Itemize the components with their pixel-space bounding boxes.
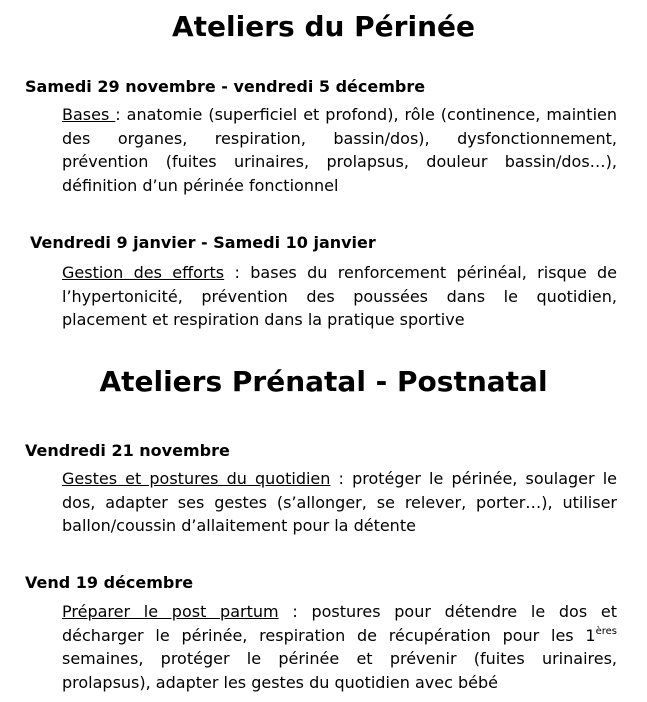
session-description — [62, 600, 617, 694]
session-date: Vendredi 9 janvier - Samedi 10 janvier — [30, 233, 376, 252]
session-text: protéger le périnée, soulager le dos, adapter ses gestes (s’allonger, se relever, porter…), utiliser ballon/coussin d’allaitement pour la détente — [62, 469, 618, 535]
session-description — [62, 103, 617, 197]
session-description — [62, 261, 617, 332]
session-topic: Bases — [62, 105, 116, 124]
session-date: Samedi 29 novembre - vendredi 5 décembre — [25, 77, 426, 96]
topic-separator: : — [224, 263, 251, 282]
session-description — [62, 467, 617, 538]
session-date: Vend 19 décembre — [25, 573, 194, 592]
section-title-prenatal-postnatal: Ateliers Prénatal - Postnatal — [99, 365, 548, 398]
topic-separator: : — [330, 469, 353, 488]
session-topic: Gestion des efforts — [62, 263, 225, 282]
session-text: postures pour détendre le dos et décharger le périnée, respiration de récupération pour les 1 — [62, 602, 618, 645]
session-topic: Gestes et postures du quotidien — [62, 469, 331, 488]
section-title-perinee: Ateliers du Périnée — [171, 10, 475, 43]
session-text-continued: semaines, protéger le périnée et prévenir (fuites urinaires, prolapsus), adapter les gestes du quotidien avec bébé — [62, 649, 617, 692]
session-text: bases du renforcement périnéal, risque de l’hypertonicité, prévention des poussées dans le quotidien, placement et respiration dans la pratique sportive — [62, 263, 618, 329]
session-text: anatomie (superficiel et profond), rôle (continence, maintien des organes, respiration, bassin/dos), dysfonctionnement, prévention (fuites urinaires, prolapsus, douleur bassin/dos…), définition d’un périnée fonctionnel — [62, 105, 617, 195]
ordinal-superscript: ères — [595, 625, 617, 637]
topic-separator: : — [115, 105, 127, 124]
session-date: Vendredi 21 novembre — [25, 441, 230, 460]
session-topic: Préparer le post partum — [62, 602, 279, 621]
topic-separator: : — [278, 602, 312, 621]
